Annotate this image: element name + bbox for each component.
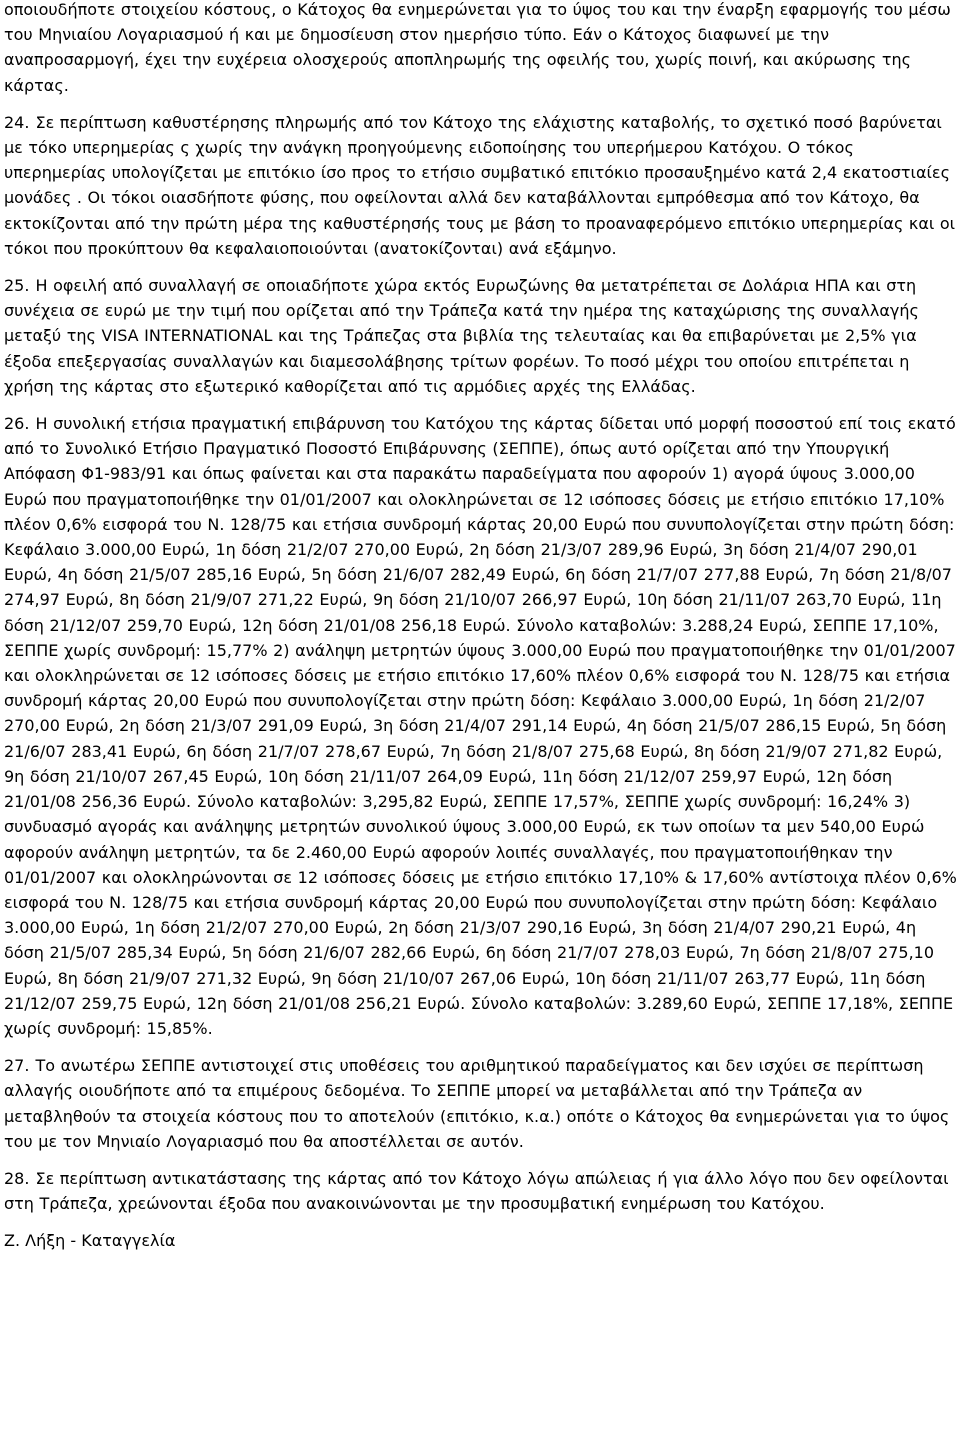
paragraph-number: 26. <box>4 414 30 434</box>
paragraph-text: Σε περίπτωση αντικατάστασης της κάρτας από τον Κάτοχο λόγω απώλειας ή για άλλο λόγο που δεν οφείλονται στη Τράπεζα, χρεώνονται έξοδα που ανακοινώνονται με την προσυμβατική ενημέρωση του Κατόχου. <box>4 1168 949 1214</box>
paragraph-28 <box>4 1166 958 1216</box>
document-page <box>4 0 958 1254</box>
paragraph-text: οποιουδήποτε στοιχείου κόστους, ο Κάτοχος θα ενημερώνεται για το ύψος του και την έναρξη εφαρμογής του μέσω του Μηνιαίου Λογαριασμού ή και με δημοσίευση στον ημερήσιο τύπο. Εάν ο Κάτοχος διαφωνεί με την αναπροσαρμογή, έχει την ευχέρεια ολοσχερούς αποπληρωμής της οφειλής του, χωρίς ποινή, και ακύρωσης της κάρτας. <box>4 0 951 95</box>
paragraph-text: Η οφειλή από συναλλαγή σε οποιαδήποτε χώρα εκτός Ευρωζώνης θα μετατρέπεται σε Δολάρια ΗΠΑ και στη συνέχεια σε ευρώ με την τιμή που ορίζεται από την Τράπεζα κατά την ημέρα της καταχώρισης της συναλλαγής μεταξύ της VISA INTERNATIONAL και της Τράπεζας στα βιβλία της τελευταίας και θα επιβαρύνεται με 2,5% για έξοδα επεξεργασίας συναλλαγών και διαμεσολάβησης τρίτων φορέων. Το ποσό μέχρι του οποίου επιτρέπεται η χρήση της κάρτας στο εξωτερικό καθορίζεται από τις αρμόδιες αρχές της Ελλάδας. <box>4 276 919 396</box>
section-heading: Ζ. Λήξη - Καταγγελία <box>4 1231 176 1251</box>
paragraph-number: 24. <box>4 112 30 132</box>
paragraph-27 <box>4 1053 958 1154</box>
paragraph-text: Η συνολική ετήσια πραγματική επιβάρυνση του Κατόχου της κάρτας δίδεται υπό μορφή ποσοστού επί τοις εκατό από το Συνολικό Ετήσιο Πραγματικό Ποσοστό Επιβάρυνσης (ΣΕΠΠΕ), όπως αυτό ορίζεται από την Υπουργική Απόφαση Φ1-983/91 και όπως φαίνεται και στα παρακάτω παραδείγματα που αφορούν 1) αγορά ύψους 3.000,00 Ευρώ που πραγματοποιήθηκε την 01/01/2007 και ολοκληρώνεται σε 12 ισόποσες δόσεις με ετήσιο επιτόκιο 17,10% πλέον 0,6% εισφορά του Ν. 128/75 και ετήσια συνδρομή κάρτας 20,00 Ευρώ που συνυπολογίζεται στην πρώτη δόση: Κεφάλαιο 3.000,00 Ευρώ, 1η δόση 21/2/07 270,00 Ευρώ, 2η δόση 21/3/07 289,96 Ευρώ, 3η δόση 21/4/07 290,01 Ευρώ, 4η δόση 21/5/07 285,16 Ευρώ, 5η δόση 21/6/07 282,49 Ευρώ, 6η δόση 21/7/07 277,88 Ευρώ, 7η δόση 21/8/07 274,97 Ευρώ, 8η δόση 21/9/07 271,22 Ευρώ, 9η δόση 21/10/07 266,97 Ευρώ, 10η δόση 21/11/07 263,70 Ευρώ, 11η δόση 21/12/07 259,70 Ευρώ, 12η δόση 21/01/08 256,18 Ευρώ. Σύνολο καταβολών: 3.288,24 Ευρώ, ΣΕΠΠΕ 17,10%, ΣΕΠΠΕ χωρίς συνδρομή: 15,77% 2) ανάληψη μετρητών ύψους 3.000,00 Ευρώ που πραγματοποιήθηκε την 01/01/2007 και ολοκληρώνεται σε 12 ισόποσες δόσεις με ετήσιο επιτόκιο 17,60% πλέον 0,6% εισφορά του Ν. 128/75 και ετήσια συνδρομή κάρτας 20,00 Ευρώ που συνυπολογίζεται στην πρώτη δόση: Κεφάλαιο 3.000,00 Ευρώ, 1η δόση 21/2/07 270,00 Ευρώ, 2η δόση 21/3/07 291,09 Ευρώ, 3η δόση 21/4/07 291,14 Ευρώ, 4η δόση 21/5/07 286,15 Ευρώ, 5η δόση 21/6/07 283,41 Ευρώ, 6η δόση 21/7/07 278,67 Ευρώ, 7η δόση 21/8/07 275,68 Ευρώ, 8η δόση 21/9/07 271,82 Ευρώ, 9η δόση 21/10/07 267,45 Ευρώ, 10η δόση 21/11/07 264,09 Ευρώ, 11η δόση 21/12/07 259,97 Ευρώ, 12η δόση 21/01/08 256,36 Ευρώ. Σύνολο καταβολών: 3,295,82 Ευρώ, ΣΕΠΠΕ 17,57%, ΣΕΠΠΕ χωρίς συνδρομή: 16,24% 3) συνδυασμό αγοράς και ανάληψης μετρητών συνολικού ύψους 3.000,00 Ευρώ, εκ των οποίων τα μεν 540,00 Ευρώ αφορούν ανάληψη μετρητών, τα δε 2.460,00 Ευρώ αφορούν λοιπές συναλλαγές, που πραγματοποιήθηκαν την 01/01/2007 και ολοκληρώνονται σε 12 ισόποσες δόσεις με ετήσιο επιτόκιο 17,10% & 17,60% αντίστοιχα πλέον 0,6% εισφορά του Ν. 128/75 και ετήσια συνδρομή κάρτας 20,00 Ευρώ που συνυπολογίζεται στην πρώτη δόση: Κεφάλαιο 3.000,00 Ευρώ, 1η δόση 21/2/07 270,00 Ευρώ, 2η δόση 21/3/07 290,16 Ευρώ, 3η δόση 21/4/07 290,21 Ευρώ, 4η δόση 21/5/07 285,34 Ευρώ, 5η δόση 21/6/07 282,66 Ευρώ, 6η δόση 21/7/07 278,03 Ευρώ, 7η δόση 21/8/07 275,10 Ευρώ, 8η δόση 21/9/07 271,32 Ευρώ, 9η δόση 21/10/07 267,06 Ευρώ, 10η δόση 21/11/07 263,77 Ευρώ, 11η δόση 21/12/07 259,75 Ευρώ, 12η δόση 21/01/08 256,21 Ευρώ. Σύνολο καταβολών: 3.289,60 Ευρώ, ΣΕΠΠΕ 17,18%, ΣΕΠΠΕ χωρίς συνδρομή: 15,85%. <box>4 414 957 1038</box>
paragraph-25 <box>4 273 958 399</box>
paragraph-number: 25. <box>4 276 30 296</box>
paragraph-text: Το ανωτέρω ΣΕΠΠΕ αντιστοιχεί στις υποθέσεις του αριθμητικού παραδείγματος και δεν ισχύει σε περίπτωση αλλαγής οιουδήποτε από τα επιμέρους δεδομένα. Το ΣΕΠΠΕ μπορεί να μεταβάλλεται από την Τράπεζα αν μεταβληθούν τα στοιχεία κόστους που το αποτελούν (επιτόκιο, κ.α.) οπότε ο Κάτοχος θα ενημερώνεται για το ύψος του με τον Μηνιαίο Λογαριασμό που θα αποστέλλεται σε αυτόν. <box>4 1056 950 1151</box>
paragraph-continuation <box>4 0 958 98</box>
paragraph-26 <box>4 411 958 1041</box>
paragraph-24 <box>4 110 958 261</box>
paragraph-number: 28. <box>4 1168 30 1188</box>
paragraph-number: 27. <box>4 1056 30 1076</box>
paragraph-text: Σε περίπτωση καθυστέρησης πληρωμής από τον Κάτοχο της ελάχιστης καταβολής, το σχετικό ποσό βαρύνεται με τόκο υπερημερίας ς χωρίς την ανάγκη προηγούμενης ειδοποίησης του υπερήμερου Κατόχου. Ο τόκος υπερημερίας υπολογίζεται με επιτόκιο ίσο προς το ετήσιο συμβατικό επιτόκιο προσαυξημένο κατά 2,4 εκατοστιαίες μονάδες . Οι τόκοι οιασδήποτε φύσης, που οφείλονται αλλά δεν καταβάλλονται εμπρόθεσμα από τον Κάτοχο, θα εκτοκίζονται από την πρώτη μέρα της καθυστέρησής τους με βάση το προαναφερόμενο επιτόκιο υπερημερίας και οι τόκοι που προκύπτουν θα κεφαλαιοποιούνται (ανατοκίζονται) ανά εξάμηνο. <box>4 112 956 258</box>
